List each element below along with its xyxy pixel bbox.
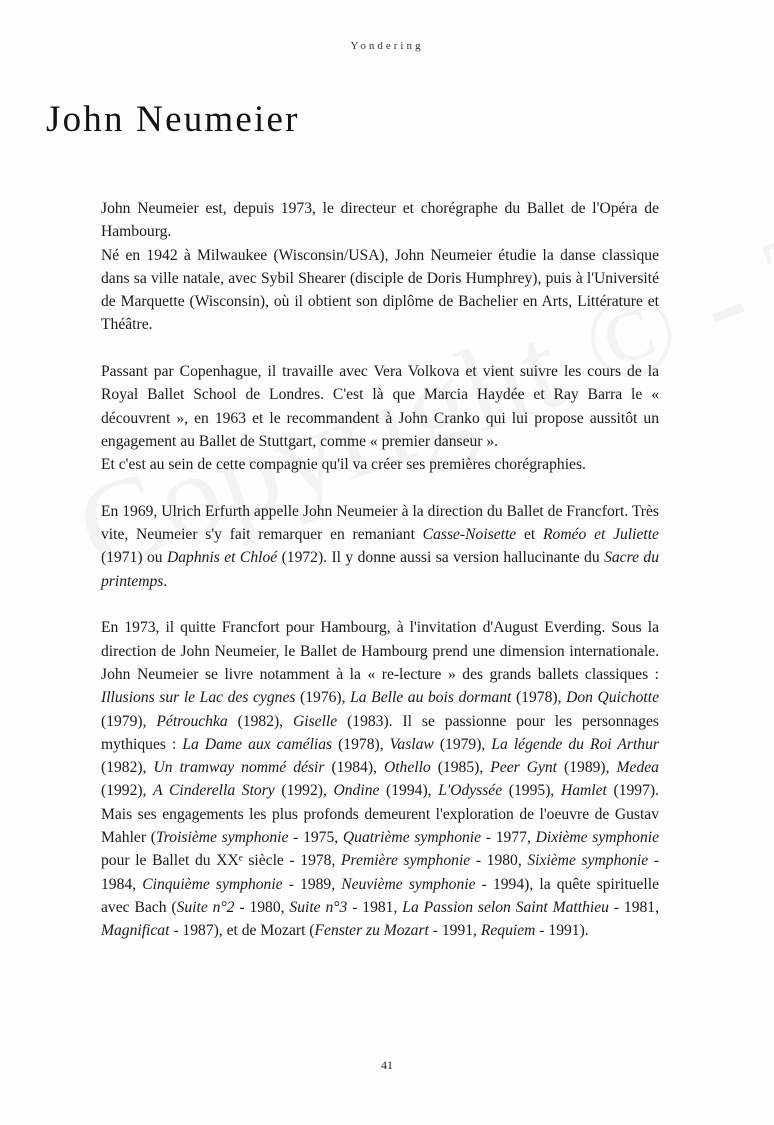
paragraph-intro: John Neumeier est, depuis 1973, le directeur et chorégraphe du Ballet de l'Opéra de Hambourg. — [101, 200, 659, 241]
work-title: Roméo et Juliette — [543, 526, 659, 544]
text-run: (1992), — [274, 782, 334, 800]
page-title: John Neumeier — [46, 99, 300, 140]
work-title: Medea — [616, 759, 659, 777]
text-run: - 1984, — [101, 852, 660, 893]
paragraph-early-life: Né en 1942 à Milwaukee (Wisconsin/USA), John Neumeier étudie la danse classique dans sa ville natale, avec Sybil Shearer (disciple de Doris Humphrey), puis à l'Université de Marquette (Wisconsin), où il obtient son diplôme de Bachelier en Arts, Littérature et Théâtre. — [101, 246, 659, 334]
text-run: (1976), — [295, 689, 351, 707]
text-run: (1982), — [101, 759, 154, 777]
text-run: (1982), — [227, 712, 293, 730]
text-run: - 1980, — [470, 852, 528, 870]
text-run: (1985), — [430, 759, 491, 777]
text-run: (1989), — [557, 759, 617, 777]
work-title: Hamlet — [560, 782, 607, 800]
text-run: . — [163, 572, 168, 590]
work-title: La Belle au bois dormant — [350, 689, 512, 707]
work-title: Casse-Noisette — [422, 526, 517, 544]
work-title: Magnificat — [101, 922, 170, 940]
work-title: Cinquième symphonie — [142, 875, 283, 893]
text-run: - 1989, — [282, 875, 342, 893]
work-title: La légende du Roi Arthur — [491, 735, 659, 753]
work-title: Othello — [383, 759, 431, 777]
work-title: Dixième symphonie — [535, 829, 660, 847]
work-title: Neuvième symphonie — [341, 875, 476, 893]
text-run: (1971) ou — [101, 549, 167, 567]
text-run: (1983). Il se passionne pour les personnages mythiques : — [101, 712, 659, 753]
text-run: - 1991). — [535, 922, 589, 940]
work-title: Sacre du printemps — [101, 549, 659, 590]
paragraph-frankfurt — [101, 500, 659, 593]
article-body — [101, 197, 659, 943]
work-title: L'Odyssée — [438, 782, 503, 800]
text-run: (1972). Il y donne aussi sa version hallucinante du — [277, 549, 605, 567]
work-title: Quatrième symphonie — [342, 829, 482, 847]
work-title: Vaslaw — [389, 735, 434, 753]
text-run: - 1980, — [234, 898, 290, 916]
text-run: (1984), — [324, 759, 384, 777]
work-title: Troisième symphonie — [155, 829, 289, 847]
paragraph-copenhagen: Passant par Copenhague, il travaille avec Vera Volkova et vient suivre les cours de la Royal Ballet School de Londres. C'est là que Marcia Haydée et Ray Barra le « découvrent », en 1963 et le recommandent à John Cranko qui lui propose aussitôt un engagement au Ballet de Stuttgart, comme « premier danseur ». — [101, 363, 659, 450]
running-head: Yondering — [350, 40, 424, 52]
work-title: Sixième symphonie — [527, 852, 649, 870]
work-title: Un tramway nommé désir — [153, 759, 325, 777]
work-title: Giselle — [293, 712, 338, 730]
text-run: - 1975, — [288, 829, 343, 847]
text-run: - 1981, — [347, 898, 403, 916]
text-run: (1995), — [502, 782, 561, 800]
text-run: (1994), — [379, 782, 439, 800]
text-run: - 1977, — [481, 829, 536, 847]
text-run: pour le Ballet du XXᵉ siècle - 1978, — [101, 852, 342, 870]
text-run: - 1987), et de Mozart ( — [169, 922, 315, 940]
text-run: En 1973, il quitte Francfort pour Hambourg, à l'invitation d'August Everding. Sous la direction de John Neumeier, le Ballet de Hambourg prend une dimension internationale. John Neumeier se livre notamment à la « re-lecture » des grands ballets classiques : — [101, 619, 659, 683]
work-title: Peer Gynt — [490, 759, 558, 777]
work-title: Fenster zu Mozart — [314, 922, 429, 940]
text-run: et — [516, 526, 544, 544]
page-number: 41 — [381, 1058, 393, 1072]
work-title: La Passion selon Saint Matthieu — [402, 898, 609, 916]
work-title: Première symphonie — [341, 852, 471, 870]
work-title: Ondine — [333, 782, 380, 800]
paragraph-hamburg — [101, 616, 659, 942]
text-run: - 1991, — [428, 922, 481, 940]
text-run: (1979), — [101, 712, 157, 730]
work-title: Pétrouchka — [156, 712, 228, 730]
work-title: Illusions sur le Lac des cygnes — [101, 689, 296, 707]
text-run: En 1969, Ulrich Erfurth appelle John Neumeier à la direction du Ballet de Francfort. Très vite, Neumeier s'y fait remarquer en remaniant — [101, 502, 659, 544]
text-run: (1978), — [511, 689, 567, 707]
work-title: Suite n°3 — [289, 898, 348, 916]
work-title: A Cinderella Story — [153, 782, 275, 800]
work-title: Suite n°2 — [176, 898, 235, 916]
text-run: (1997). Mais ses engagements les plus profonds demeurent l'exploration de l'oeuvre de Gustav Mahler ( — [101, 782, 659, 847]
work-title: Requiem — [480, 922, 536, 940]
paragraph-stuttgart: Et c'est au sein de cette compagnie qu'il va créer ses premières chorégraphies. — [101, 456, 586, 474]
text-run: - 1981, — [608, 898, 659, 916]
text-run: (1992), — [101, 782, 154, 800]
text-run: (1979), — [433, 735, 492, 753]
text-run: (1978), — [332, 735, 390, 753]
work-title: La Dame aux camélias — [182, 735, 333, 753]
work-title: Daphnis et Chloé — [167, 549, 278, 567]
text-run: - 1994), la quête spirituelle avec Bach ( — [101, 875, 659, 916]
work-title: Don Quichotte — [566, 689, 659, 707]
